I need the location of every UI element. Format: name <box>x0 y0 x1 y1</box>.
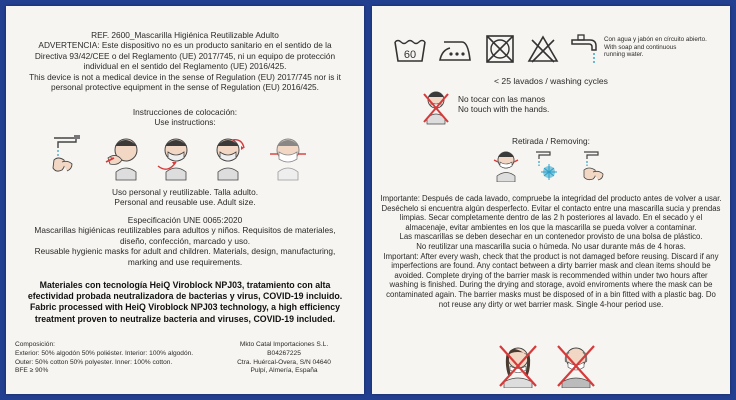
care-note-es: Con agua y jabón en círcuito abierto. <box>604 36 707 43</box>
composition-es: Exterior: 50% algodón 50% poliéster. Interior: 100% algodón. <box>15 349 194 357</box>
composition-block <box>15 341 215 376</box>
no-chin-figures <box>496 342 606 388</box>
no-bald-head-icon <box>554 342 598 388</box>
spec-line-5: marking and use requirements. <box>127 256 243 267</box>
no-chin-mask-icon <box>496 342 540 388</box>
no-touch-es: No tocar con las manos <box>458 94 546 104</box>
remove-mask-icon <box>490 148 522 182</box>
heiq-block <box>12 280 358 325</box>
tap-water-icon <box>570 34 604 66</box>
use-instruction-figures <box>50 132 346 182</box>
usage-en: Personal and reusable use. Adult size. <box>114 197 256 208</box>
removing-heading <box>372 136 730 146</box>
wash-60-icon <box>392 34 428 64</box>
do-not-tumble-dry-icon <box>484 34 516 64</box>
spec-line-4: Reusable hygienic masks for adult and children. Materials, design, manufacturing, <box>34 246 336 257</box>
important-en: Important: After every wash, check that the product is not damaged before reusing. Discard if any imperfections are found. Any contact between a dirty barrier mask and clean items should be avoided. Complete drying of the barrier mask is recommended within under two hours after washing is finished. During the drying and storage, avoid enviroments where the mask can be contaminated again. The barrier masks must be disposed of in a bin fitted with a plastic bag. Do not reuse any dirty or wet barrier mask. Single 4-hour period use. <box>383 251 719 309</box>
care-note-en-2: running water. <box>604 51 644 59</box>
left-label-panel <box>6 6 364 394</box>
heiq-line-3: Fabric processed with HeiQ Viroblock NPJ03 technology, a high efficiency <box>29 302 341 313</box>
heiq-line-2: efectividad probada neutralizadora de bacterias y virus, COVID-19 incluido. <box>27 291 343 302</box>
company-city: Pulpí, Almería, España <box>250 367 318 375</box>
wash-mask-icon <box>532 148 566 182</box>
care-note-en-1: With soap and continuous <box>604 43 677 51</box>
washing-cycles-text: < 25 lavados / washing cycles <box>494 76 608 86</box>
wash-hands-after-icon <box>578 148 612 182</box>
no-touch-en: No touch with the hands. <box>458 104 550 115</box>
mask-fitted-icon <box>266 132 310 182</box>
washing-cycles <box>372 76 730 86</box>
spec-line-1: Especificación UNE 0065:2020 <box>127 215 243 225</box>
instructions-en: Use instructions: <box>154 117 216 128</box>
instructions-heading <box>12 107 358 128</box>
removing-figures <box>490 148 614 182</box>
company-block <box>214 341 354 376</box>
care-symbols-row <box>392 34 622 66</box>
removing-text: Retirada / Removing: <box>512 136 590 146</box>
instructions-es: Instrucciones de colocación: <box>132 107 238 117</box>
no-reuse-es: No reutilizar una mascarilla sucia o húmeda. No usar durante más de 4 horas. <box>416 241 686 251</box>
dispose-es: Las mascarillas se deben desechar en un contenedor provisto de una bolsa de plástico. <box>399 232 703 242</box>
right-label-panel <box>372 6 730 394</box>
warning-es-line-1: ADVERTENCIA: Este dispositivo no es un producto sanitario en el sentido de la <box>38 40 332 51</box>
iron-icon <box>438 34 474 64</box>
usage-block <box>12 187 358 208</box>
no-touch-icon <box>421 88 451 126</box>
heiq-line-4: treatment proven to neutralize bacteria and viruses, COVID-19 included. <box>34 313 336 324</box>
composition-en: Outer: 50% cotton 50% polyester. Inner: 100% cotton. <box>15 358 173 366</box>
care-note <box>604 36 724 59</box>
spec-block <box>12 215 358 267</box>
important-text-block <box>380 194 722 309</box>
put-on-mask-step-1-icon <box>102 132 146 182</box>
warning-en-line-2: personal protective equipment in the sense of Regulation (EU) 2016/425. <box>51 82 319 93</box>
important-es: Importante: Después de cada lavado, compruebe la integridad del producto antes de volver a usar. Deséchelo si encuentra algún desperfecto. Evitar el contacto entre una mascarilla sucia y prendas limpias. Secar completamente dentro de las 2 h posteriores al lavado. En el secado y el almacenaje, evitar ambientes en los que la mascarilla se pueda volver a contaminar. <box>380 194 722 232</box>
bfe-value: BFE ≥ 90% <box>15 367 49 375</box>
company-name: Mkto Catal Importaciones S.L. <box>239 341 329 348</box>
company-id: B04267225 <box>267 349 301 357</box>
composition-title: Composición: <box>15 341 55 348</box>
warning-es-line-3: individual en el sentido del Reglamento (UE) 2016/425. <box>83 61 287 72</box>
heiq-line-1: Materiales con tecnología HeiQ Viroblock NPJ03, tratamiento con alta <box>39 280 331 290</box>
warning-es-line-2: Directiva 93/42/CEE o del Reglamento (UE) 2017/745, ni un equipo de protección <box>34 50 336 61</box>
warning-block <box>12 30 358 92</box>
usage-es: Uso personal y reutilizable. Talla adulto. <box>111 187 259 197</box>
spec-line-2: Mascarillas higiénicas reutilizables para adultos y niños. Requisitos de materiales, <box>34 225 336 236</box>
put-on-mask-step-2-icon <box>154 132 198 182</box>
company-street: Ctra. Huércal-Overa, S/N 04640 <box>237 358 331 366</box>
wash-temp-text: 60 <box>403 49 417 61</box>
do-not-bleach-icon <box>526 34 560 64</box>
wash-hands-icon <box>50 132 94 182</box>
warning-en-line-1: This device is not a medical device in the sense of Regulation (EU) 2017/745 nor is it <box>29 71 341 82</box>
no-touch-text <box>458 94 549 115</box>
put-on-mask-step-3-icon <box>206 132 250 182</box>
spec-line-3: diseño, confección, marcado y uso. <box>119 235 251 246</box>
ref-line: REF. 2600_Mascarilla Higiénica Reutilizable Adulto <box>91 30 279 40</box>
